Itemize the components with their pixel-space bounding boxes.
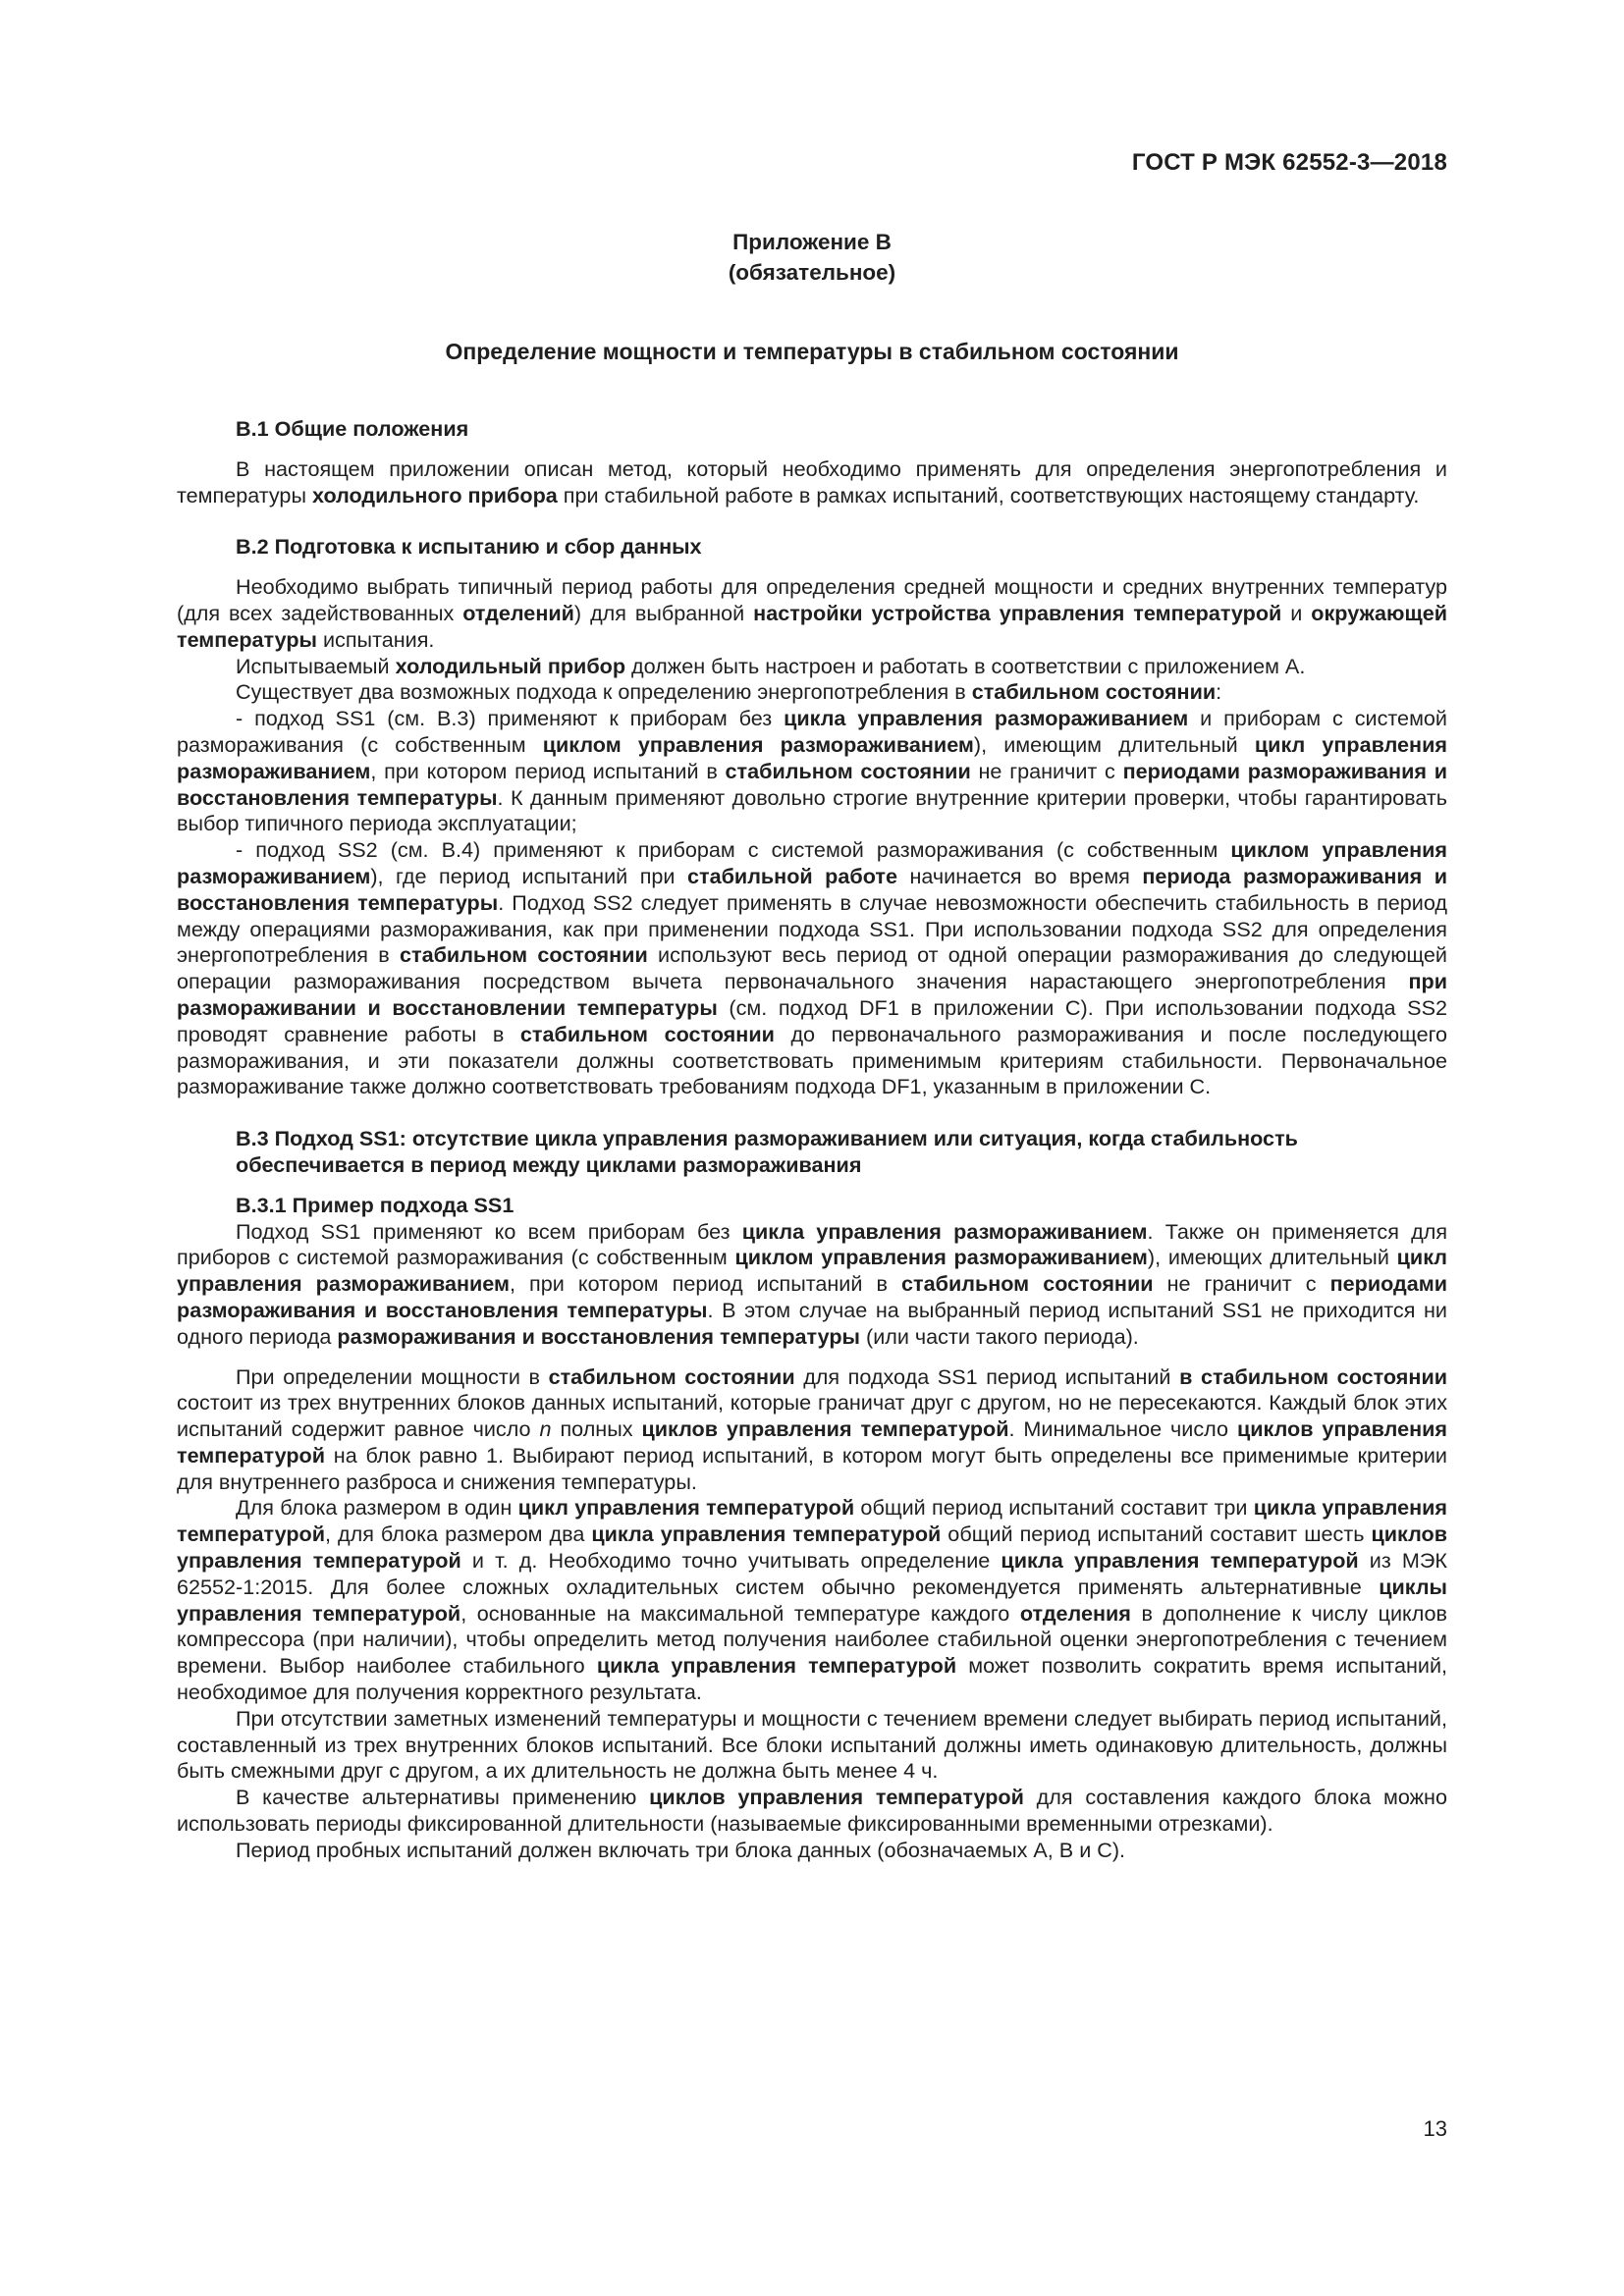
text-run: и приборам с системой размораживания (с собственным [177,706,1447,757]
text-run: Период пробных испытаний должен включать три блока данных (обозначаемых А, В и С). [236,1837,1126,1862]
appendix-status: (обязательное) [728,260,896,285]
bold-term: размораживания и восстановления температуры [337,1323,860,1349]
text-run: Подход SS1 применяют ко всем приборам без [236,1218,742,1244]
bold-term: при размораживании и восстановлении температуры [177,969,1447,1020]
text-run: - подход SS2 (см. В.4) применяют к приборам с системой размораживания (с собственным [236,837,1231,863]
bold-term: циклом управления размораживанием [734,1245,1148,1270]
text-run: в дополнение к числу циклов компрессора (при наличии), чтобы определить метод получения наиболее стабильной оценки энергопотребления с течением времени. Выбор наиболее стабильного [177,1600,1448,1679]
text-run: , при котором период испытаний в [370,758,726,783]
text-run: полных [551,1416,642,1442]
italic-term: n [539,1416,552,1442]
text-run: (см. подход DF1 в приложении С). При использовании подхода SS2 проводят сравнение работы в [177,994,1447,1046]
text-run: При определении мощности в [236,1363,549,1389]
bold-term: стабильном состоянии [725,758,971,783]
text-run: для составления каждого блока можно использовать периоды фиксированной длительности (называемые фиксированными временными отрезками). [177,1785,1447,1837]
text-run: ), имеющих длительный [1147,1245,1397,1270]
list-item [177,706,1447,837]
text-run: При отсутствии заметных изменений температуры и мощности с течением времени следует выбирать период испытаний, составленный из трех внутренних блоков испытаний. Все блоки испытаний должны иметь одинаковую длительность, должны быть смежными друг с другом, а их длительность не должна быть менее 4 ч. [177,1705,1447,1784]
section-b31-title: В.3.1 Пример подхода SS1 [236,1192,514,1217]
bold-term: цикла управления температурой [596,1653,957,1679]
paragraph [177,1364,1447,1496]
bold-term: циклов управления температурой [177,1522,1447,1574]
text-run: . К данным применяют довольно строгие внутренние критерии проверки, чтобы гарантировать выбор типичного периода эксплуатации; [177,784,1448,836]
text-run: (или части такого периода). [860,1323,1139,1349]
bold-term: циклов управления температурой [649,1785,1024,1810]
text-run: - подход SS1 (см. В.3) применяют к приборам без [236,706,785,731]
text-run: , основанные на максимальной температуре каждого [460,1600,1020,1626]
paragraph [177,654,1447,680]
text-run: ), где период испытаний при [370,863,687,888]
bold-term: цикла управления размораживанием [784,706,1189,731]
text-run: : [1216,679,1222,705]
text-run: Существует два возможных подхода к определению энергопотребления в [236,679,972,705]
text-run: до первоначального размораживания и после последующего размораживания, и эти показатели должны соответствовать применимым критериям стабильности. Первоначальное размораживание также должно соответствовать требованиям подхода DF1, указанным в приложении С. [177,1021,1447,1099]
bold-term: цикла управления температурой [177,1495,1448,1547]
list-item [177,837,1447,1100]
bold-term: периода размораживания и восстановления температуры [177,863,1448,915]
section-b3-title [177,1126,1447,1179]
bold-term: отделений [462,600,574,625]
paragraph [177,1785,1447,1838]
bold-term: стабильном состоянии [400,942,648,968]
text-run: ), имеющим длительный [973,731,1255,757]
text-run: из МЭК 62552-1:2015. Для более сложных охладительных систем обычно рекомендуется применять альтернативные [177,1548,1447,1599]
bold-term: циклом управления размораживанием [177,837,1447,888]
text-run: состоит из трех внутренних блоков данных испытаний, которые граничат друг с другом, но не пересекаются. Каждый блок этих испытаний содержит равное число [177,1390,1447,1442]
bold-term: холодильный прибор [395,653,626,678]
paragraph [177,1706,1447,1785]
text-run: . В этом случае на выбранный период испытаний SS1 не приходится ни одного периода [177,1297,1447,1349]
appendix-title: Приложение В [732,230,892,254]
appendix-heading: Определение мощности и температуры в стабильном состоянии [445,339,1179,364]
text-run: , для блока размером два [325,1522,592,1547]
text-run: не граничит с [970,758,1123,783]
bold-term: периодами размораживания и восстановления температуры [177,1271,1447,1322]
text-run: не граничит с [1153,1271,1330,1297]
text-run: . Также он применяется для приборов с системой размораживания (с собственным [177,1218,1448,1270]
bold-term: циклом управления размораживанием [542,731,974,757]
paragraph [177,1219,1447,1351]
bold-term: в стабильном состоянии [1179,1363,1447,1389]
text-run: и [1281,600,1312,625]
text-run: и т. д. Необходимо точно учитывать определение [460,1548,1001,1574]
text-run: В настоящем приложении описан метод, который необходимо применять для определения энергопотребления и температуры [177,455,1447,507]
bold-term: цикла управления температурой [1001,1548,1359,1574]
section-b3-title-line1: В.3 Подход SS1: отсутствие цикла управления размораживанием или ситуация, когда стабильность [236,1126,1298,1151]
bold-term: цикл управления размораживанием [177,1245,1447,1297]
text-run: на блок равно 1. Выбирают период испытаний, в котором могут быть определены все применимые критерии для внутреннего разброса и снижения температуры. [177,1442,1447,1494]
bold-term: стабильном состоянии [548,1363,795,1389]
bold-term: отделения [1019,1600,1131,1626]
bold-term: цикла управления размораживанием [741,1218,1148,1244]
paragraph [177,679,1447,706]
paragraph [177,1495,1447,1705]
paragraph [177,456,1447,509]
bold-term: цикл управления размораживанием [177,731,1447,783]
bold-term: циклов управления температурой [641,1416,1009,1442]
page-number: 13 [1423,2116,1447,2141]
text-run: . Подход SS2 следует применять в случае невозможности обеспечить стабильность в период между операциями размораживания, как при применении подхода SS1. При использовании подхода SS2 для определения энергопотребления в [177,889,1448,968]
document-body [177,416,1447,1864]
bold-term: холодильного прибора [311,482,558,507]
paragraph [177,1838,1447,1864]
bold-term: стабильном состоянии [901,1271,1154,1297]
paragraph [177,574,1447,653]
text-run: В качестве альтернативы применению [236,1785,650,1810]
text-run: . Минимальное число [1008,1416,1237,1442]
section-b1-title: В.1 Общие положения [236,416,469,441]
section-b3-title-line2: обеспечивается в период между циклами размораживания [236,1151,862,1177]
bold-term: цикл управления температурой [517,1495,855,1521]
text-run: Необходимо выбрать типичный период работы для определения средней мощности и средних внутренних температур (для всех задействованных [177,574,1447,625]
bold-term: стабильном состоянии [519,1021,775,1046]
text-run: ) для выбранной [573,600,754,625]
bold-term: периодами размораживания и восстановления температуры [177,758,1448,810]
text-run: для подхода SS1 период испытаний [794,1363,1180,1389]
bold-term: настройки устройства управления температурой [753,600,1282,625]
bold-term: цикла управления температурой [591,1522,942,1547]
document-code: ГОСТ Р МЭК 62552-3—2018 [1131,149,1447,176]
text-run: Испытываемый [236,653,396,678]
text-run: общий период испытаний составит шесть [941,1522,1372,1547]
text-run: , при котором период испытаний в [510,1271,902,1297]
bold-term: окружающей температуры [177,600,1448,652]
text-run: используют весь период от одной операции размораживания до следующей операции размораживания посредством вычета первоначального значения нарастающего энергопотребления [177,942,1447,994]
text-run: Для блока размером в один [236,1495,518,1521]
text-run: начинается во время [896,863,1143,888]
bold-term: стабильном состоянии [971,679,1217,705]
section-b2-title: В.2 Подготовка к испытанию и сбор данных [236,534,702,560]
text-run: испытания. [317,626,435,652]
bold-term: циклы управления температурой [177,1574,1447,1626]
text-run: общий период испытаний составит три [854,1495,1254,1521]
bold-term: циклов управления температурой [177,1416,1448,1468]
text-run: может позволить сократить время испытаний, необходимое для получения корректного результата. [177,1653,1448,1705]
text-run: должен быть настроен и работать в соответствии с приложением А. [625,653,1306,678]
bold-term: стабильной работе [686,863,897,888]
text-run: при стабильной работе в рамках испытаний, соответствующих настоящему стандарту. [557,482,1420,507]
